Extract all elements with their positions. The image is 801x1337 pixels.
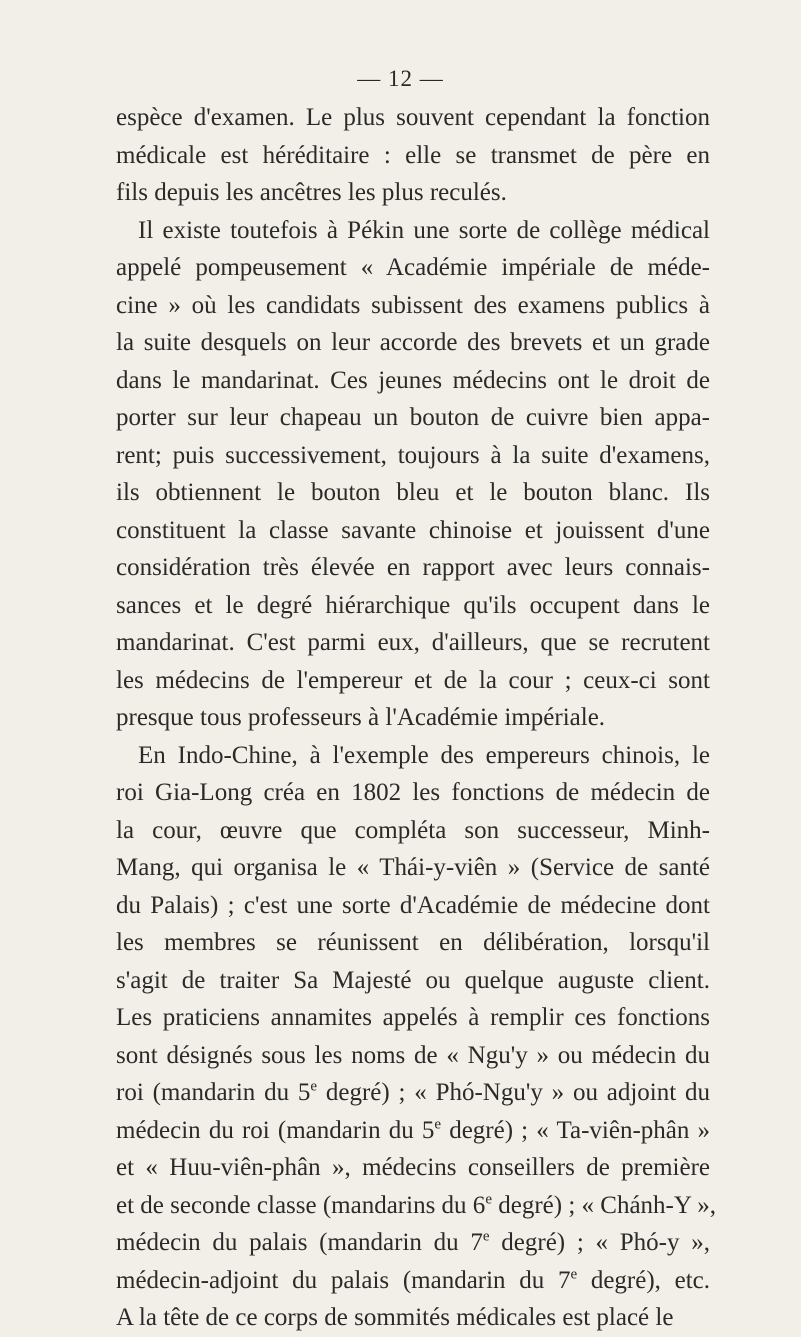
text-line: espèce d'examen. Le plus souvent cependant la fonction — [116, 104, 710, 131]
text-line: et « Huu-viên-phân », médecins conseillers de première — [116, 1154, 710, 1181]
ordinal-superscript: e — [434, 1115, 442, 1132]
text-line: fils depuis les ancêtres les plus reculés. — [116, 179, 507, 206]
page-number: — 12 — — [357, 66, 444, 91]
text-line: considération très élevée en rapport avec leurs connais- — [116, 554, 710, 581]
text-segment: degré) ; « Phó-Ngu'y » ou adjoint du — [317, 1079, 710, 1106]
text-line: A la tête de ce corps de sommités médicales est placé le — [116, 1304, 674, 1331]
body-text — [116, 99, 716, 1337]
text-line: dans le mandarinat. Ces jeunes médecins ont le droit de — [116, 366, 710, 394]
text-line: les médecins de l'empereur et de la cour ; ceux-ci sont — [116, 666, 710, 694]
text-line: Il existe toutefois à Pékin une sorte de collège médical — [138, 216, 710, 244]
text-line: sances et le degré hiérarchique qu'ils occupent dans le — [116, 591, 710, 619]
text-line: la suite desquels on leur accorde des brevets et un grade — [116, 329, 710, 356]
text-line — [116, 1262, 710, 1300]
text-line: appelé pompeusement « Académie impériale de méde- — [116, 254, 710, 281]
ordinal-superscript: e — [482, 1228, 490, 1245]
text-line: Mang, qui organisa le « Thái-y-viên » (Service de santé — [116, 854, 710, 881]
text-line: presque tous professeurs à l'Académie impériale. — [116, 704, 606, 731]
text-line: les membres se réunissent en délibération, lorsqu'il — [116, 929, 710, 956]
ordinal-superscript: e — [485, 1190, 492, 1207]
text-line — [116, 1112, 710, 1150]
text-line: la cour, œuvre que compléta son successeur, Minh- — [116, 816, 710, 844]
text-line: rent; puis successivement, toujours à la suite d'examens, — [116, 441, 710, 469]
text-line: médicale est héréditaire : elle se transmet de père en — [116, 141, 710, 169]
text-line: du Palais) ; c'est une sorte d'Académie de médecine dont — [116, 891, 710, 919]
text-segment: degré) ; « Ta-viên-phân » — [441, 1116, 711, 1144]
text-line: porter sur leur chapeau un bouton de cuivre bien appa- — [116, 404, 710, 431]
text-line: roi Gia-Long créa en 1802 les fonctions de médecin de — [116, 779, 710, 806]
text-line: ils obtiennent le bouton bleu et le bouton blanc. Ils — [116, 479, 710, 506]
text-segment: médecin du palais (mandarin du 7 — [116, 1229, 483, 1256]
text-line: Les praticiens annamites appelés à remplir ces fonctions — [116, 1004, 710, 1031]
text-line: constituent la classe savante chinoise et jouissent d'une — [116, 516, 710, 544]
text-segment: médecin-adjoint du palais (mandarin du 7 — [116, 1266, 571, 1294]
text-segment: médecin du roi (mandarin du 5 — [116, 1116, 435, 1144]
text-line: sont désignés sous les noms de « Ngu'y » ou médecin du — [116, 1041, 710, 1069]
ordinal-superscript: e — [310, 1078, 318, 1095]
text-line — [116, 1187, 716, 1225]
text-segment: degré), etc. — [577, 1266, 710, 1294]
text-line — [116, 1074, 710, 1112]
text-line: s'agit de traiter Sa Majesté ou quelque auguste client. — [116, 966, 710, 994]
text-segment: degré) ; « Phó-y », — [489, 1229, 710, 1256]
text-segment: roi (mandarin du 5 — [116, 1079, 311, 1106]
text-line: mandarinat. C'est parmi eux, d'ailleurs, que se recrutent — [116, 629, 710, 656]
ordinal-superscript: e — [570, 1265, 578, 1282]
text-segment: et de seconde classe (mandarins du 6 — [116, 1191, 486, 1219]
text-line: cine » où les candidats subissent des examens publics à — [116, 291, 710, 319]
text-line — [116, 1224, 710, 1262]
text-segment: degré) ; « Chánh-Y », — [491, 1191, 716, 1219]
text-line: En Indo-Chine, à l'exemple des empereurs chinois, le — [138, 741, 710, 769]
